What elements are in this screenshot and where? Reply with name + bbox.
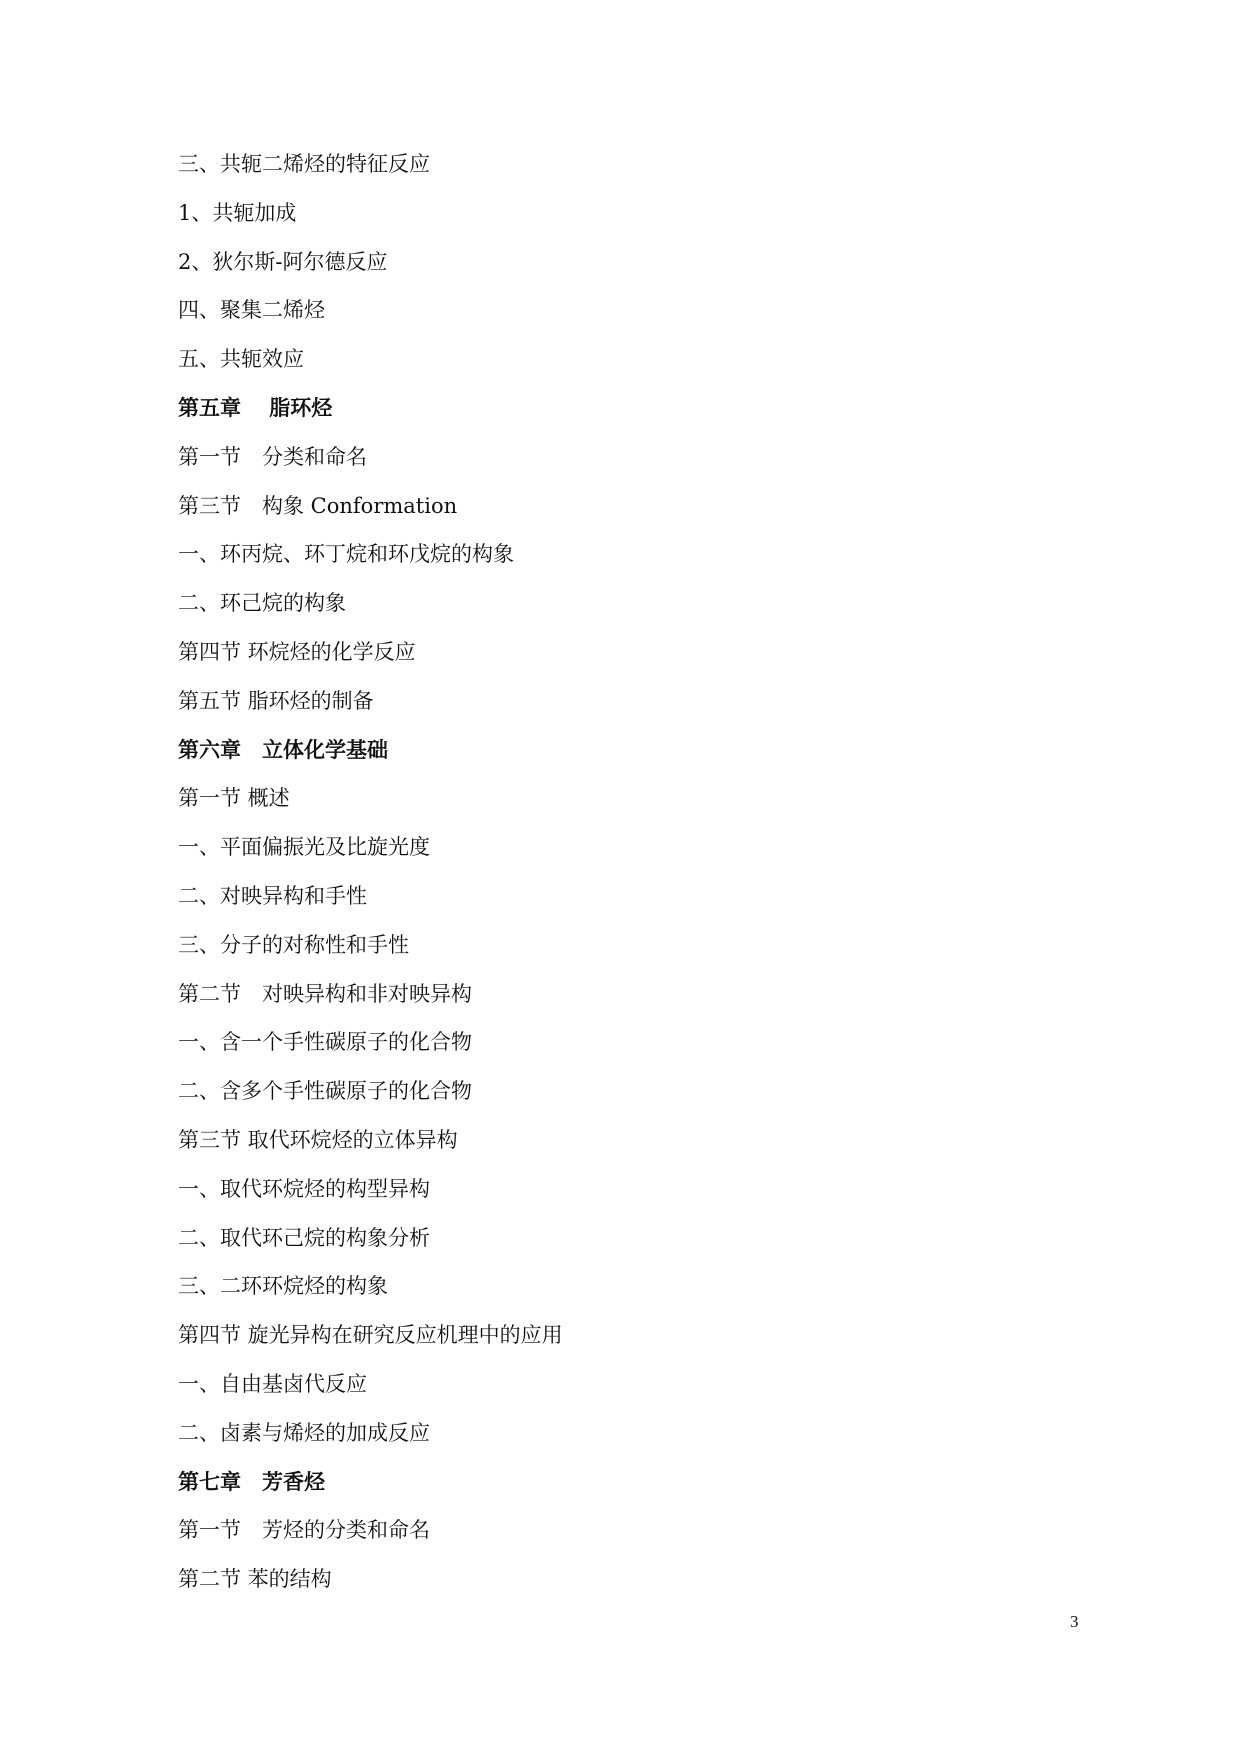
toc-line: 一、环丙烷、环丁烷和环戊烷的构象 [178, 542, 514, 567]
chapter-heading: 第五章 脂环烃 [178, 395, 333, 420]
toc-line: 三、共轭二烯烃的特征反应 [178, 152, 430, 176]
toc-line: 2、狄尔斯-阿尔德反应 [178, 249, 388, 274]
toc-line: 第二节 苯的结构 [178, 1567, 332, 1592]
toc-line: 第二节 对映异构和非对映异构 [178, 981, 472, 1006]
chapter-heading: 第六章 立体化学基础 [178, 737, 388, 762]
toc-line: 一、自由基卤代反应 [178, 1371, 367, 1396]
toc-line: 第三节 取代环烷烃的立体异构 [178, 1127, 458, 1152]
toc-line: 三、分子的对称性和手性 [178, 932, 409, 957]
toc-line: 三、二环环烷烃的构象 [178, 1274, 388, 1299]
page-number: 3 [1070, 1612, 1079, 1631]
toc-line: 五、共轭效应 [178, 347, 304, 372]
toc-line: 四、聚集二烯烃 [178, 298, 325, 323]
toc-line: 第四节 环烷烃的化学反应 [178, 639, 416, 664]
toc-line: 第一节 芳烃的分类和命名 [178, 1518, 430, 1543]
toc-line: 二、卤素与烯烃的加成反应 [178, 1420, 430, 1445]
toc-line: 二、取代环己烷的构象分析 [178, 1225, 430, 1250]
toc-line: 二、含多个手性碳原子的化合物 [178, 1079, 472, 1104]
toc-line: 第一节 概述 [178, 786, 290, 811]
toc-line: 二、对映异构和手性 [178, 883, 367, 908]
toc-page [178, 140, 1158, 1604]
toc-line: 第一节 分类和命名 [178, 444, 367, 469]
toc-line: 一、取代环烷烃的构型异构 [178, 1176, 430, 1201]
toc-line: 第四节 旋光异构在研究反应机理中的应用 [178, 1323, 563, 1348]
toc-line: 第五节 脂环烃的制备 [178, 688, 374, 713]
toc-line: 1、共轭加成 [178, 200, 297, 225]
chapter-heading: 第七章 芳香烃 [178, 1469, 325, 1494]
toc-line: 二、环己烷的构象 [178, 591, 346, 616]
toc-line: 一、含一个手性碳原子的化合物 [178, 1030, 472, 1055]
toc-line: 一、平面偏振光及比旋光度 [178, 835, 430, 860]
toc-line: 第三节 构象 Conformation [178, 493, 458, 518]
